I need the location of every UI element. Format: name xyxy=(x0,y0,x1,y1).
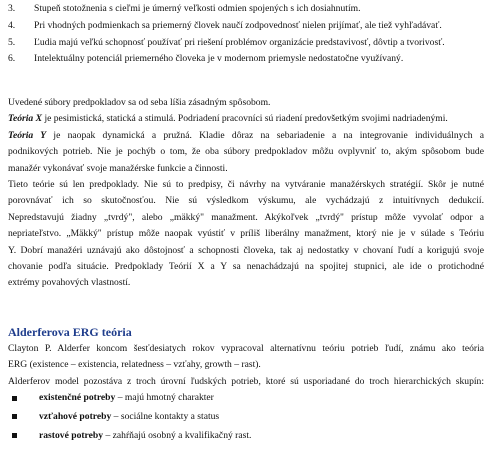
list-item xyxy=(8,51,488,68)
text-line: Tieto teórie sú len predpoklady. Nie sú to predpisy, či návrhy na vytváranie manažérskych stratégií. Skôr je nutné xyxy=(8,178,484,190)
square-bullet-icon xyxy=(12,396,17,401)
list-item xyxy=(8,18,488,35)
text-line: porovnávať ich so skutočnosťou. Nie sú výsledkom výskumu, ale vychádzajú z intuitívnych dedukcií. xyxy=(8,195,484,207)
teoria-y-term: Teória Y xyxy=(8,129,47,141)
list-number: 5. xyxy=(8,36,16,48)
section-heading: Alderferova ERG teória xyxy=(8,325,132,339)
text-line: Nepredstavujú žiadny „tvrdý", alebo „mäkký" manažment. Akýkoľvek „tvrdý" prístup môže vyvolať odpor a xyxy=(8,211,484,223)
text-line: manažér vykonávať svoje manažérske funkcie a činnosti. xyxy=(8,162,228,174)
list-number: 3. xyxy=(8,3,16,14)
bullet-text: – sociálne kontakty a status xyxy=(111,410,220,422)
list-number: 4. xyxy=(8,19,16,31)
teoria-y-text: je naopak dynamická a pružná. Kladie dôraz na sebariadenie a na integrovanie individuálnych a xyxy=(53,129,484,141)
teoria-x-line xyxy=(8,111,484,127)
text-line: extrémy povahových vlastností. xyxy=(8,277,131,289)
bullet-item xyxy=(8,408,488,427)
text-line: ERG (existence – existencia, relatedness – vzťahy, growth – rast). xyxy=(8,359,261,371)
text-line: podnikových potrieb. Nie je pochýb o tom, že oba súbory predpokladov môžu ovplyvniť to, akým spôsobom bude xyxy=(8,146,484,158)
text-line: nepriateľstvo. „Mäkký" prístup môže naopak vyústiť v príliš liberálny manažment, ktorý nie je v súlade s Teóriu xyxy=(8,228,484,240)
bullet-term: existenčné potreby xyxy=(39,392,116,403)
teoria-y-line xyxy=(8,128,484,144)
bullet-item xyxy=(8,389,488,408)
list-text: Pri vhodných podmienkach sa priemerný človek naučí zodpovednosť nielen prijímať, ale tiež vyhľadávať. xyxy=(34,19,442,31)
bullet-text: – majú hmotný charakter xyxy=(115,392,214,403)
erg-paragraph xyxy=(8,341,484,390)
list-text: Intelektuálny potenciál priemerného človeka je v modernom priemysle nedostatočne využívaný. xyxy=(34,53,404,65)
text-line: chovanie podľa situácie. Predpoklady Teórií X a Y sa nenachádzajú na spojitej stupnici, ale ide o protichodné xyxy=(8,260,484,272)
square-bullet-icon xyxy=(12,433,17,438)
list-number: 6. xyxy=(8,53,16,65)
list-item xyxy=(8,1,488,18)
needs-bullet-list xyxy=(8,389,488,445)
bullet-item xyxy=(8,427,488,446)
bullet-text: – zahŕňajú osobný a kvalifikačný rast. xyxy=(103,429,252,441)
teoria-x-text: je pesimistická, statická a stimulá. Podriadení pracovníci sú riadení predovšetkým svojimi nadriadenými. xyxy=(44,113,448,125)
text-line: Clayton P. Alderfer koncom šesťdesiatych rokov vypracoval alternatívnu teóriu potrieb ľudí, známu ako teória xyxy=(8,343,484,354)
bullet-term: rastové potreby xyxy=(39,429,104,441)
list-text: Ľudia majú veľkú schopnosť používať pri riešení problémov organizácie predstavivosť, dôvtip a tvorivosť. xyxy=(34,36,445,48)
theories-paragraph xyxy=(8,95,484,292)
numbered-list xyxy=(8,1,488,68)
text-line: Y. Dobrí manažéri uznávajú ako dôstojnosť a schopnosti človeka, tak aj nedostatky v chovaní ľudí a korigujú svoje xyxy=(8,244,484,256)
bullet-term: vzťahové potreby xyxy=(39,410,112,422)
list-text: Stupeň stotožnenia s cieľmi je úmerný veľkosti odmien spojených s ich dosiahnutím. xyxy=(34,3,361,14)
text-line: Alderferov model pozostáva z troch úrovní ľudských potrieb, ktoré sú usporiadané do troch hierarchických skupín: xyxy=(8,375,484,387)
list-item xyxy=(8,35,488,52)
square-bullet-icon xyxy=(12,414,17,419)
lead-sentence: Uvedené súbory predpokladov sa od seba líšia zásadným spôsobom. xyxy=(8,97,271,108)
teoria-x-term: Teória X xyxy=(8,113,43,125)
